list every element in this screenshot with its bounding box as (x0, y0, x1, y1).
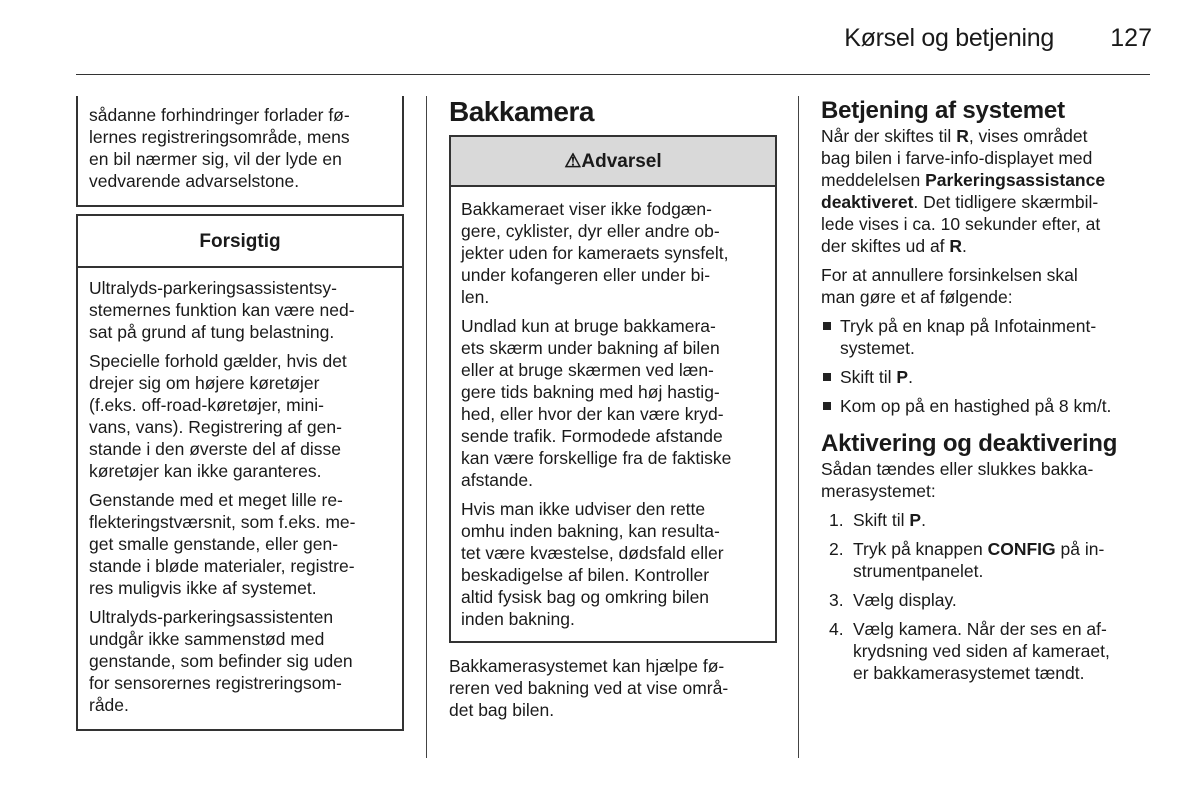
betjening-paragraph: Når der skiftes til R, vises området bag bilen i farve-info-displayet med meddelelsen Parkeringsassistance deaktiveret. Det tidligere skærmbil- lede vises i ca. 10 sekunder efter, at der skiftes ud af R. (821, 126, 1106, 256)
header-title: Kørsel og betjening (844, 24, 1054, 52)
continuation-box (76, 96, 404, 207)
column-3 (821, 97, 1156, 691)
caution-paragraph: Genstande med et meget lille re- flekteringstværsnit, som f.eks. me- get smalle genstande, eller gen- stande i bløde materialer, registre- res muligvis ikke af systemet. (89, 490, 356, 598)
warning-title: Advarsel (581, 151, 662, 172)
column-divider-1 (426, 96, 427, 758)
caution-paragraph: Ultralyds-parkeringsassistentsy- stemernes funktion kan være ned- sat på grund af tung belastning. (89, 278, 355, 342)
list-item: Kom op på en hastighed på 8 km/t. (821, 395, 1156, 417)
caution-paragraph: Specielle forhold gælder, hvis det drejer sig om højere køretøjer (f.eks. off-road-køretøjer, mini- vans, vans). Registrering af gen- stande i den øverste del af disse køretøjer kan ikke garanteres. (89, 351, 347, 481)
bakkamera-body-text: Bakkamerasystemet kan hjælpe fø- reren ved bakning ved at vise områ- det bag bilen. (449, 656, 729, 720)
section-title-bakkamera: Bakkamera (449, 96, 594, 127)
steps-list (821, 509, 1156, 684)
header-rule (76, 74, 1150, 75)
warning-box (449, 135, 777, 643)
list-item: 1. Skift til P. (829, 510, 926, 530)
list-item: 3. Vælg display. (829, 590, 957, 610)
list-item: Tryk på en knap på Infotainment- systemet. (821, 315, 1156, 359)
list-item: Skift til P. (821, 366, 1156, 388)
warning-body (451, 187, 775, 630)
options-list (821, 315, 1156, 417)
section-title-betjening: Betjening af systemet (821, 97, 1065, 124)
continuation-text: sådanne forhindringer forlader fø- lernes registreringsområde, mens en bil nærmer sig, vil der lyde en vedvarende advarselstone. (89, 105, 350, 191)
caution-body (78, 268, 402, 716)
column-divider-2 (798, 96, 799, 758)
bullet-square-icon (823, 322, 831, 330)
section-title-aktivering: Aktivering og deaktivering (821, 430, 1118, 457)
caution-box (76, 214, 404, 731)
warning-paragraph: Bakkameraet viser ikke fodgæn- gere, cyklister, dyr eller andre ob- jekter uden for kameraets synsfelt, under kofangeren eller under bi- len. (461, 199, 729, 307)
warning-triangle-icon: ⚠ (564, 151, 582, 172)
warning-header (451, 137, 775, 187)
aktivering-paragraph: Sådan tændes eller slukkes bakka- merasystemet: (821, 459, 1094, 501)
list-item: 4. Vælg kamera. Når der ses en af- krydsning ved siden af kameraet, er bakkamerasystemet tændt. (829, 619, 1110, 683)
annuller-paragraph: For at annullere forsinkelsen skal man gøre et af følgende: (821, 265, 1078, 307)
caution-paragraph: Ultralyds-parkeringsassistenten undgår ikke sammenstød med genstande, som befinder sig uden for sensorernes registreringsom- råde. (89, 607, 353, 715)
warning-paragraph: Undlad kun at bruge bakkamera- ets skærm under bakning af bilen eller at bruge skærmen ved læn- gere tids bakning med høj hastig- hed, eller hvor der kan være kryd- sende trafik. Formodede afstande kan være forskellige fra de faktiske afstande. (461, 316, 732, 490)
warning-paragraph: Hvis man ikke udviser den rette omhu inden bakning, kan resulta- tet være kvæstelse, dødsfald eller beskadigelse af bilen. Kontroller altid fysisk bag og omkring bilen inden bakning. (461, 499, 724, 629)
list-item: 2. Tryk på knappen CONFIG på in- strumentpanelet. (829, 539, 1105, 581)
caution-title: Forsigtig (78, 216, 402, 268)
bullet-square-icon (823, 373, 831, 381)
bullet-square-icon (823, 402, 831, 410)
page-number: 127 (1110, 24, 1152, 52)
